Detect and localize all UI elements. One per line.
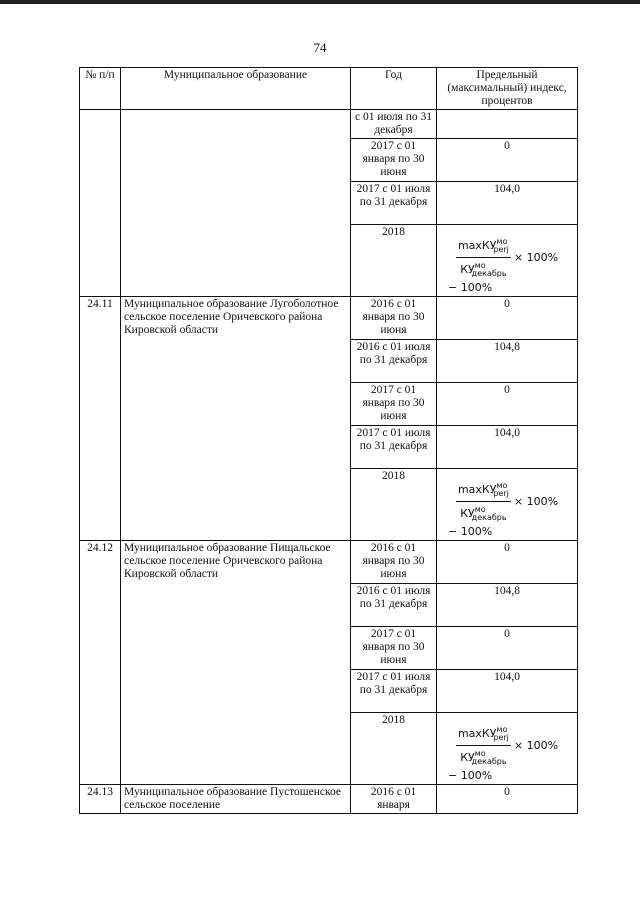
period-cell: 2016 с 01 января по 30 июня <box>351 297 437 340</box>
index-cell: 0 <box>437 383 578 426</box>
formula-numerator: maxКУ$^{мо}_{perj}$ <box>456 478 511 502</box>
period-cell: 2017 с 01 июля по 31 декабря <box>351 426 437 469</box>
max-index-formula <box>440 470 574 525</box>
index-cell: 0 <box>437 297 578 340</box>
entry-number: 24.12 <box>80 541 121 785</box>
table-row <box>80 541 578 584</box>
formula-num-sub: perj <box>493 245 509 254</box>
index-cell: 0 <box>437 785 578 814</box>
municipality-name: Муниципальное образование Пищальское сельское поселение Оричевского района Кировской области <box>121 541 351 785</box>
formula-num-sub: perj <box>493 733 509 742</box>
period-cell: 2017 с 01 января по 30 июня <box>351 139 437 182</box>
max-index-formula <box>440 714 574 769</box>
formula-minus: − 100% <box>448 769 493 782</box>
index-cell <box>437 110 578 139</box>
formula-num-sup: мо <box>496 725 508 734</box>
header-municipality: Муниципальное образование <box>121 68 351 110</box>
index-cell: 104,8 <box>437 340 578 383</box>
index-cell: 0 <box>437 139 578 182</box>
entry-number: 24.13 <box>80 785 121 814</box>
index-cell: 104,0 <box>437 182 578 225</box>
index-cell <box>437 225 578 297</box>
formula-fraction <box>456 234 511 281</box>
period-cell: 2017 с 01 июля по 31 декабря <box>351 182 437 225</box>
index-cell: 0 <box>437 541 578 584</box>
period-cell: 2017 с 01 января по 30 июня <box>351 627 437 670</box>
scan-border-top <box>0 0 640 4</box>
entry-number <box>80 110 121 297</box>
municipality-name: Муниципальное образование Пустошенское сельское поселение <box>121 785 351 814</box>
formula-num-sub: perj <box>493 489 509 498</box>
formula-denominator: $КУ^{мо}_{декабрь}$ <box>460 505 507 522</box>
entry-number: 24.11 <box>80 297 121 541</box>
formula-fraction <box>456 478 511 525</box>
period-cell: с 01 июля по 31 декабря <box>351 110 437 139</box>
formula-num-sup: мо <box>496 237 508 246</box>
formula-den-sub: декабрь <box>471 513 507 522</box>
formula-times: × 100% <box>513 251 559 264</box>
formula-den-sup: мо <box>474 261 486 270</box>
municipality-name: Муниципальное образование Лугоболотное сельское поселение Оричевского района Кировской области <box>121 297 351 541</box>
period-cell: 2016 с 01 января по 30 июня <box>351 541 437 584</box>
period-cell: 2018 <box>351 469 437 541</box>
index-cell: 104,8 <box>437 584 578 627</box>
municipality-name <box>121 110 351 297</box>
index-cell: 104,0 <box>437 670 578 713</box>
table-header-row <box>80 68 578 110</box>
table-row <box>80 110 578 139</box>
period-cell: 2016 с 01 января <box>351 785 437 814</box>
formula-minus: − 100% <box>448 525 493 538</box>
period-cell: 2018 <box>351 713 437 785</box>
page-number: 74 <box>313 40 327 55</box>
header-year: Год <box>351 68 437 110</box>
header-index: Предельный (максимальный) индекс, процентов <box>437 68 578 110</box>
header-num: № п/п <box>80 68 121 110</box>
formula-den-sub: декабрь <box>471 757 507 766</box>
formula-den-sup: мо <box>474 505 486 514</box>
formula-fraction <box>456 722 511 769</box>
formula-den-sub: декабрь <box>471 269 507 278</box>
formula-times: × 100% <box>513 739 559 752</box>
formula-denominator: $КУ^{мо}_{декабрь}$ <box>460 749 507 766</box>
period-cell: 2017 с 01 января по 30 июня <box>351 383 437 426</box>
period-cell: 2018 <box>351 225 437 297</box>
formula-minus: − 100% <box>448 281 493 294</box>
formula-den-sup: мо <box>474 749 486 758</box>
formula-num-sup: мо <box>496 481 508 490</box>
table-row <box>80 297 578 340</box>
formula-numerator: maxКУ$^{мо}_{perj}$ <box>456 234 511 258</box>
max-index-formula <box>440 226 574 281</box>
index-cell: 104,0 <box>437 426 578 469</box>
table-row <box>80 785 578 814</box>
formula-times: × 100% <box>513 495 559 508</box>
index-cell: 0 <box>437 627 578 670</box>
index-cell <box>437 713 578 785</box>
period-cell: 2016 с 01 июля по 31 декабря <box>351 584 437 627</box>
formula-numerator: maxКУ$^{мо}_{perj}$ <box>456 722 511 746</box>
period-cell: 2016 с 01 июля по 31 декабря <box>351 340 437 383</box>
period-cell: 2017 с 01 июля по 31 декабря <box>351 670 437 713</box>
tariff-index-table <box>79 67 578 814</box>
index-cell <box>437 469 578 541</box>
formula-denominator: $КУ^{мо}_{декабрь}$ <box>460 261 507 278</box>
